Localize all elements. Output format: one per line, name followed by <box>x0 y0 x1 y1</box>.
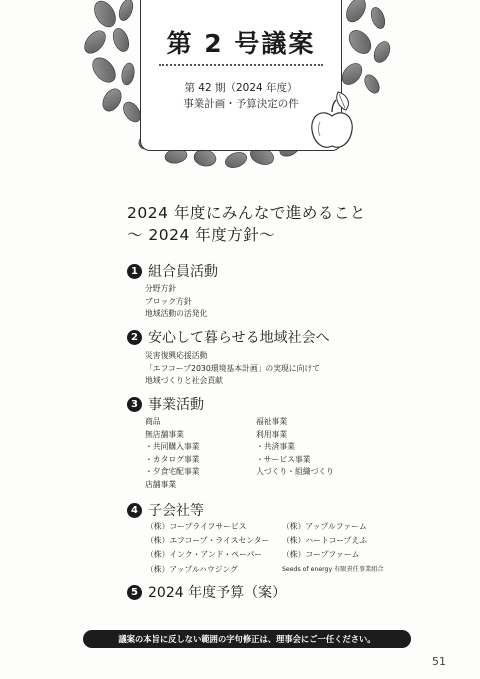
apple-icon <box>308 90 356 152</box>
list-item: ・共済事業 <box>256 442 295 452</box>
list-item: 地域づくりと社会貢献 <box>145 376 223 386</box>
section-items-right <box>256 416 334 479</box>
section-header <box>127 327 330 347</box>
list-item: ・カタログ事業 <box>145 454 200 464</box>
list-item: ・サービス事業 <box>256 454 311 464</box>
list-item: 福祉事業 <box>256 417 288 426</box>
policy-heading <box>127 202 366 246</box>
notice-banner: 議案の本旨に反しない範囲の字句修正は、理事会にご一任ください。 <box>83 630 411 648</box>
list-item: 利用事業 <box>256 429 288 439</box>
section-number-badge: 1 <box>127 264 142 279</box>
list-item: 災害復興応援活動 <box>145 351 208 360</box>
section-header <box>127 261 218 281</box>
document-title: 第 2 号議案 <box>166 29 316 58</box>
policy-heading-line: ～ 2024 年度方針～ <box>127 226 276 244</box>
section-number-badge: 4 <box>127 503 142 518</box>
section-title: 子会社等 <box>148 503 204 519</box>
list-item: （株）コープファーム <box>282 550 360 560</box>
section-title: 組合員活動 <box>148 264 218 280</box>
section-title: 事業活動 <box>148 397 204 413</box>
list-item: 無店舗事業 <box>145 429 184 439</box>
list-item: 分野方針 <box>145 284 177 293</box>
section-title: 安心して暮らせる地域社会へ <box>148 330 330 346</box>
list-item: （株）コープライフサービス <box>146 522 247 531</box>
subsidiary-list-left <box>146 520 269 577</box>
list-item: 店舗事業 <box>145 479 177 489</box>
list-item: （株）ハートコープえふ <box>282 536 368 546</box>
list-item: Seeds of energy 有限責任事業組合 <box>282 565 384 573</box>
section-items-left <box>145 416 200 492</box>
list-item: （株）エフコープ・ライスセンター <box>146 536 270 546</box>
section-title: 2024 年度予算（案） <box>148 585 287 601</box>
list-item: （株）インク・アンド・ペーパー <box>146 550 263 560</box>
policy-heading-line: 2024 年度にみんなで進めること <box>127 204 366 222</box>
section-header <box>127 500 204 520</box>
dotted-divider <box>159 64 323 66</box>
subtitle-line: 第 42 期（2024 年度） <box>184 82 298 94</box>
list-item: 「エフコープ2030環境基本計画」の実現に向けて <box>145 363 320 373</box>
list-item: ブロック方針 <box>145 296 192 306</box>
section-header <box>127 394 204 414</box>
section-items <box>145 283 207 321</box>
section-number-badge: 5 <box>127 585 142 600</box>
subsidiary-list-right <box>282 520 384 577</box>
section-number-badge: 2 <box>127 330 142 345</box>
list-item: （株）アップルハウジング <box>146 564 238 574</box>
list-item: 地域活動の活発化 <box>145 309 208 319</box>
list-item: 人づくり・組織づくり <box>256 467 334 477</box>
page-number: 51 <box>432 655 446 668</box>
subtitle-line: 事業計画・予算決定の件 <box>183 98 299 110</box>
section-header <box>127 582 286 602</box>
list-item: （株）アップルファーム <box>282 522 367 531</box>
section-items <box>145 350 320 388</box>
section-number-badge: 3 <box>127 397 142 412</box>
list-item: ・共同購入事業 <box>145 442 200 452</box>
list-item: ・夕食宅配事業 <box>145 467 200 477</box>
list-item: 商品 <box>145 417 161 426</box>
